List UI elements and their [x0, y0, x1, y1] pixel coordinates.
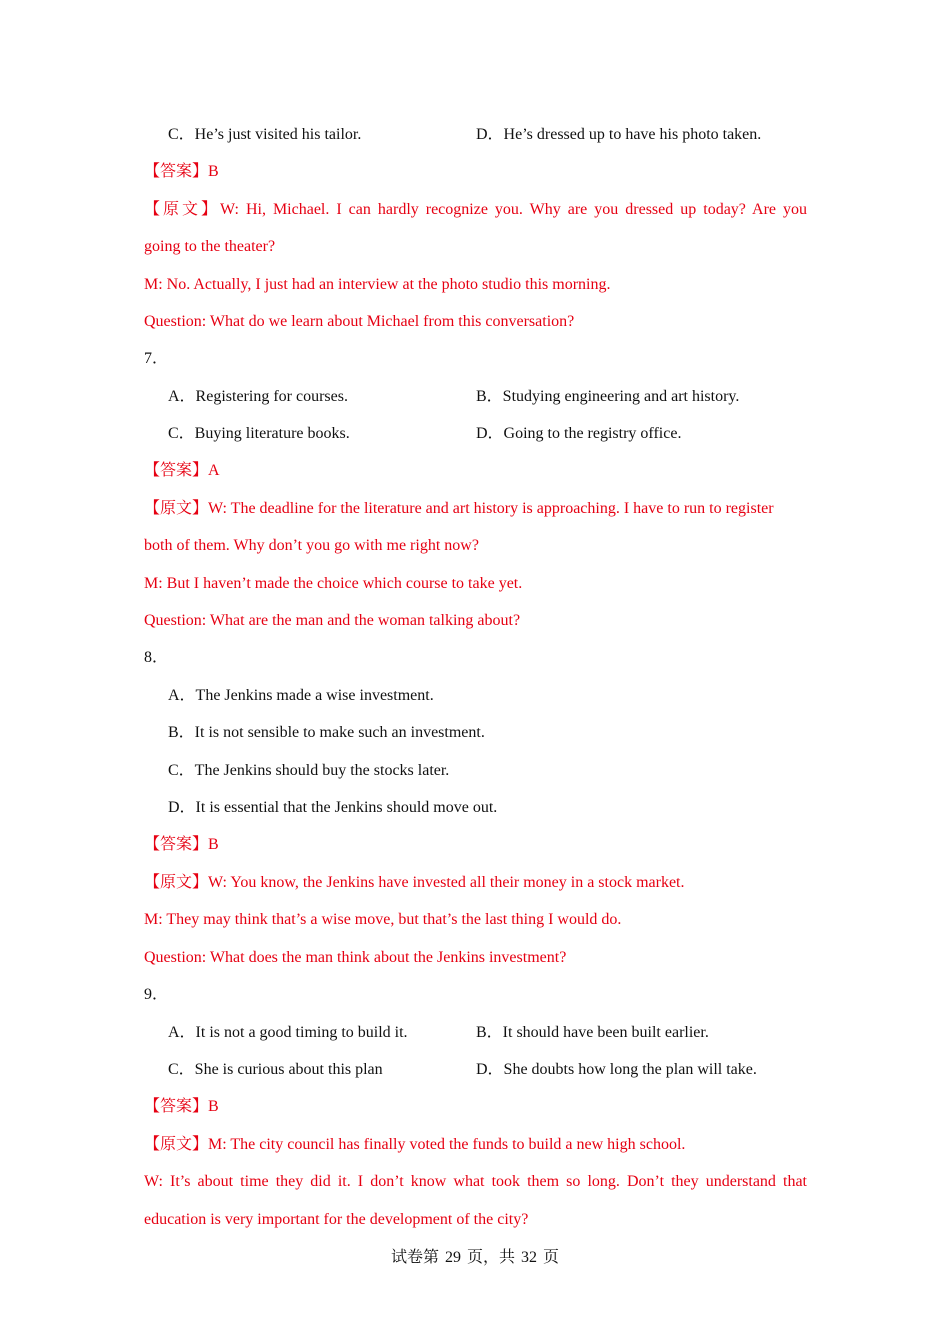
footer-total-pages: 32	[521, 1249, 537, 1266]
q6-question: Question: What do we learn about Michael from this conversation?	[144, 313, 575, 330]
page-footer	[0, 1244, 950, 1267]
q9-number: 9．	[144, 986, 169, 1003]
q7-transcript-line-1: 【原文】W: The deadline for the literature and art history is approaching. I have to run to register	[144, 500, 774, 517]
q9-option-b: B．It should have been built earlier.	[476, 1024, 709, 1041]
q7-transcript-line-2: M: But I haven’t made the choice which course to take yet.	[144, 575, 523, 592]
footer-prefix: 试卷第	[390, 1249, 439, 1266]
q8-transcript-line-1: 【原文】W: You know, the Jenkins have invested all their money in a stock market.	[144, 874, 685, 891]
q8-option-c: C．The Jenkins should buy the stocks later.	[168, 762, 450, 779]
q6-option-d: D．He’s dressed up to have his photo taken.	[476, 126, 762, 143]
q8-question: Question: What does the man think about the Jenkins investment?	[144, 949, 567, 966]
q9-option-c: C．She is curious about this plan	[168, 1061, 383, 1078]
q9-transcript-line-1: 【原文】M: The city council has finally voted the funds to build a new high school.	[144, 1136, 686, 1153]
q6-option-c: C．He’s just visited his tailor.	[168, 126, 362, 143]
q8-answer: 【答案】B	[144, 836, 219, 853]
q8-transcript-line-2: M: They may think that’s a wise move, but that’s the last thing I would do.	[144, 911, 622, 928]
q7-option-a: A．Registering for courses.	[168, 388, 348, 405]
footer-suffix: 页	[543, 1249, 560, 1266]
q8-number: 8．	[144, 649, 169, 666]
q6-transcript-line-2: M: No. Actually, I just had an interview at the photo studio this morning.	[144, 276, 611, 293]
q9-transcript-line-2: W: It’s about time they did it. I don’t know what took them so long. Don’t they understand that	[144, 1173, 807, 1190]
q6-transcript-line-1-cont: going to the theater?	[144, 238, 276, 255]
q7-answer: 【答案】A	[144, 462, 220, 479]
q9-option-d: D．She doubts how long the plan will take.	[476, 1061, 757, 1078]
q9-option-a: A．It is not a good timing to build it.	[168, 1024, 408, 1041]
q8-option-a: A．The Jenkins made a wise investment.	[168, 687, 434, 704]
q8-option-b: B．It is not sensible to make such an investment.	[168, 724, 485, 741]
footer-page-number: 29	[444, 1249, 461, 1266]
q9-answer: 【答案】B	[144, 1098, 219, 1115]
q6-answer: 【答案】B	[144, 163, 219, 180]
q8-option-d: D．It is essential that the Jenkins should move out.	[168, 799, 498, 816]
q7-number: 7．	[144, 350, 169, 367]
q7-question: Question: What are the man and the woman talking about?	[144, 612, 521, 629]
footer-middle: 页，共	[466, 1249, 515, 1266]
q9-transcript-line-2-cont: education is very important for the development of the city?	[144, 1211, 529, 1228]
q6-transcript-line-1: 【原文】W: Hi, Michael. I can hardly recognize you. Why are you dressed up today? Are you	[144, 201, 807, 218]
q7-option-d: D．Going to the registry office.	[476, 425, 682, 442]
q7-transcript-line-1-cont: both of them. Why don’t you go with me right now?	[144, 537, 479, 554]
q7-option-c: C．Buying literature books.	[168, 425, 350, 442]
q7-option-b: B．Studying engineering and art history.	[476, 388, 740, 405]
